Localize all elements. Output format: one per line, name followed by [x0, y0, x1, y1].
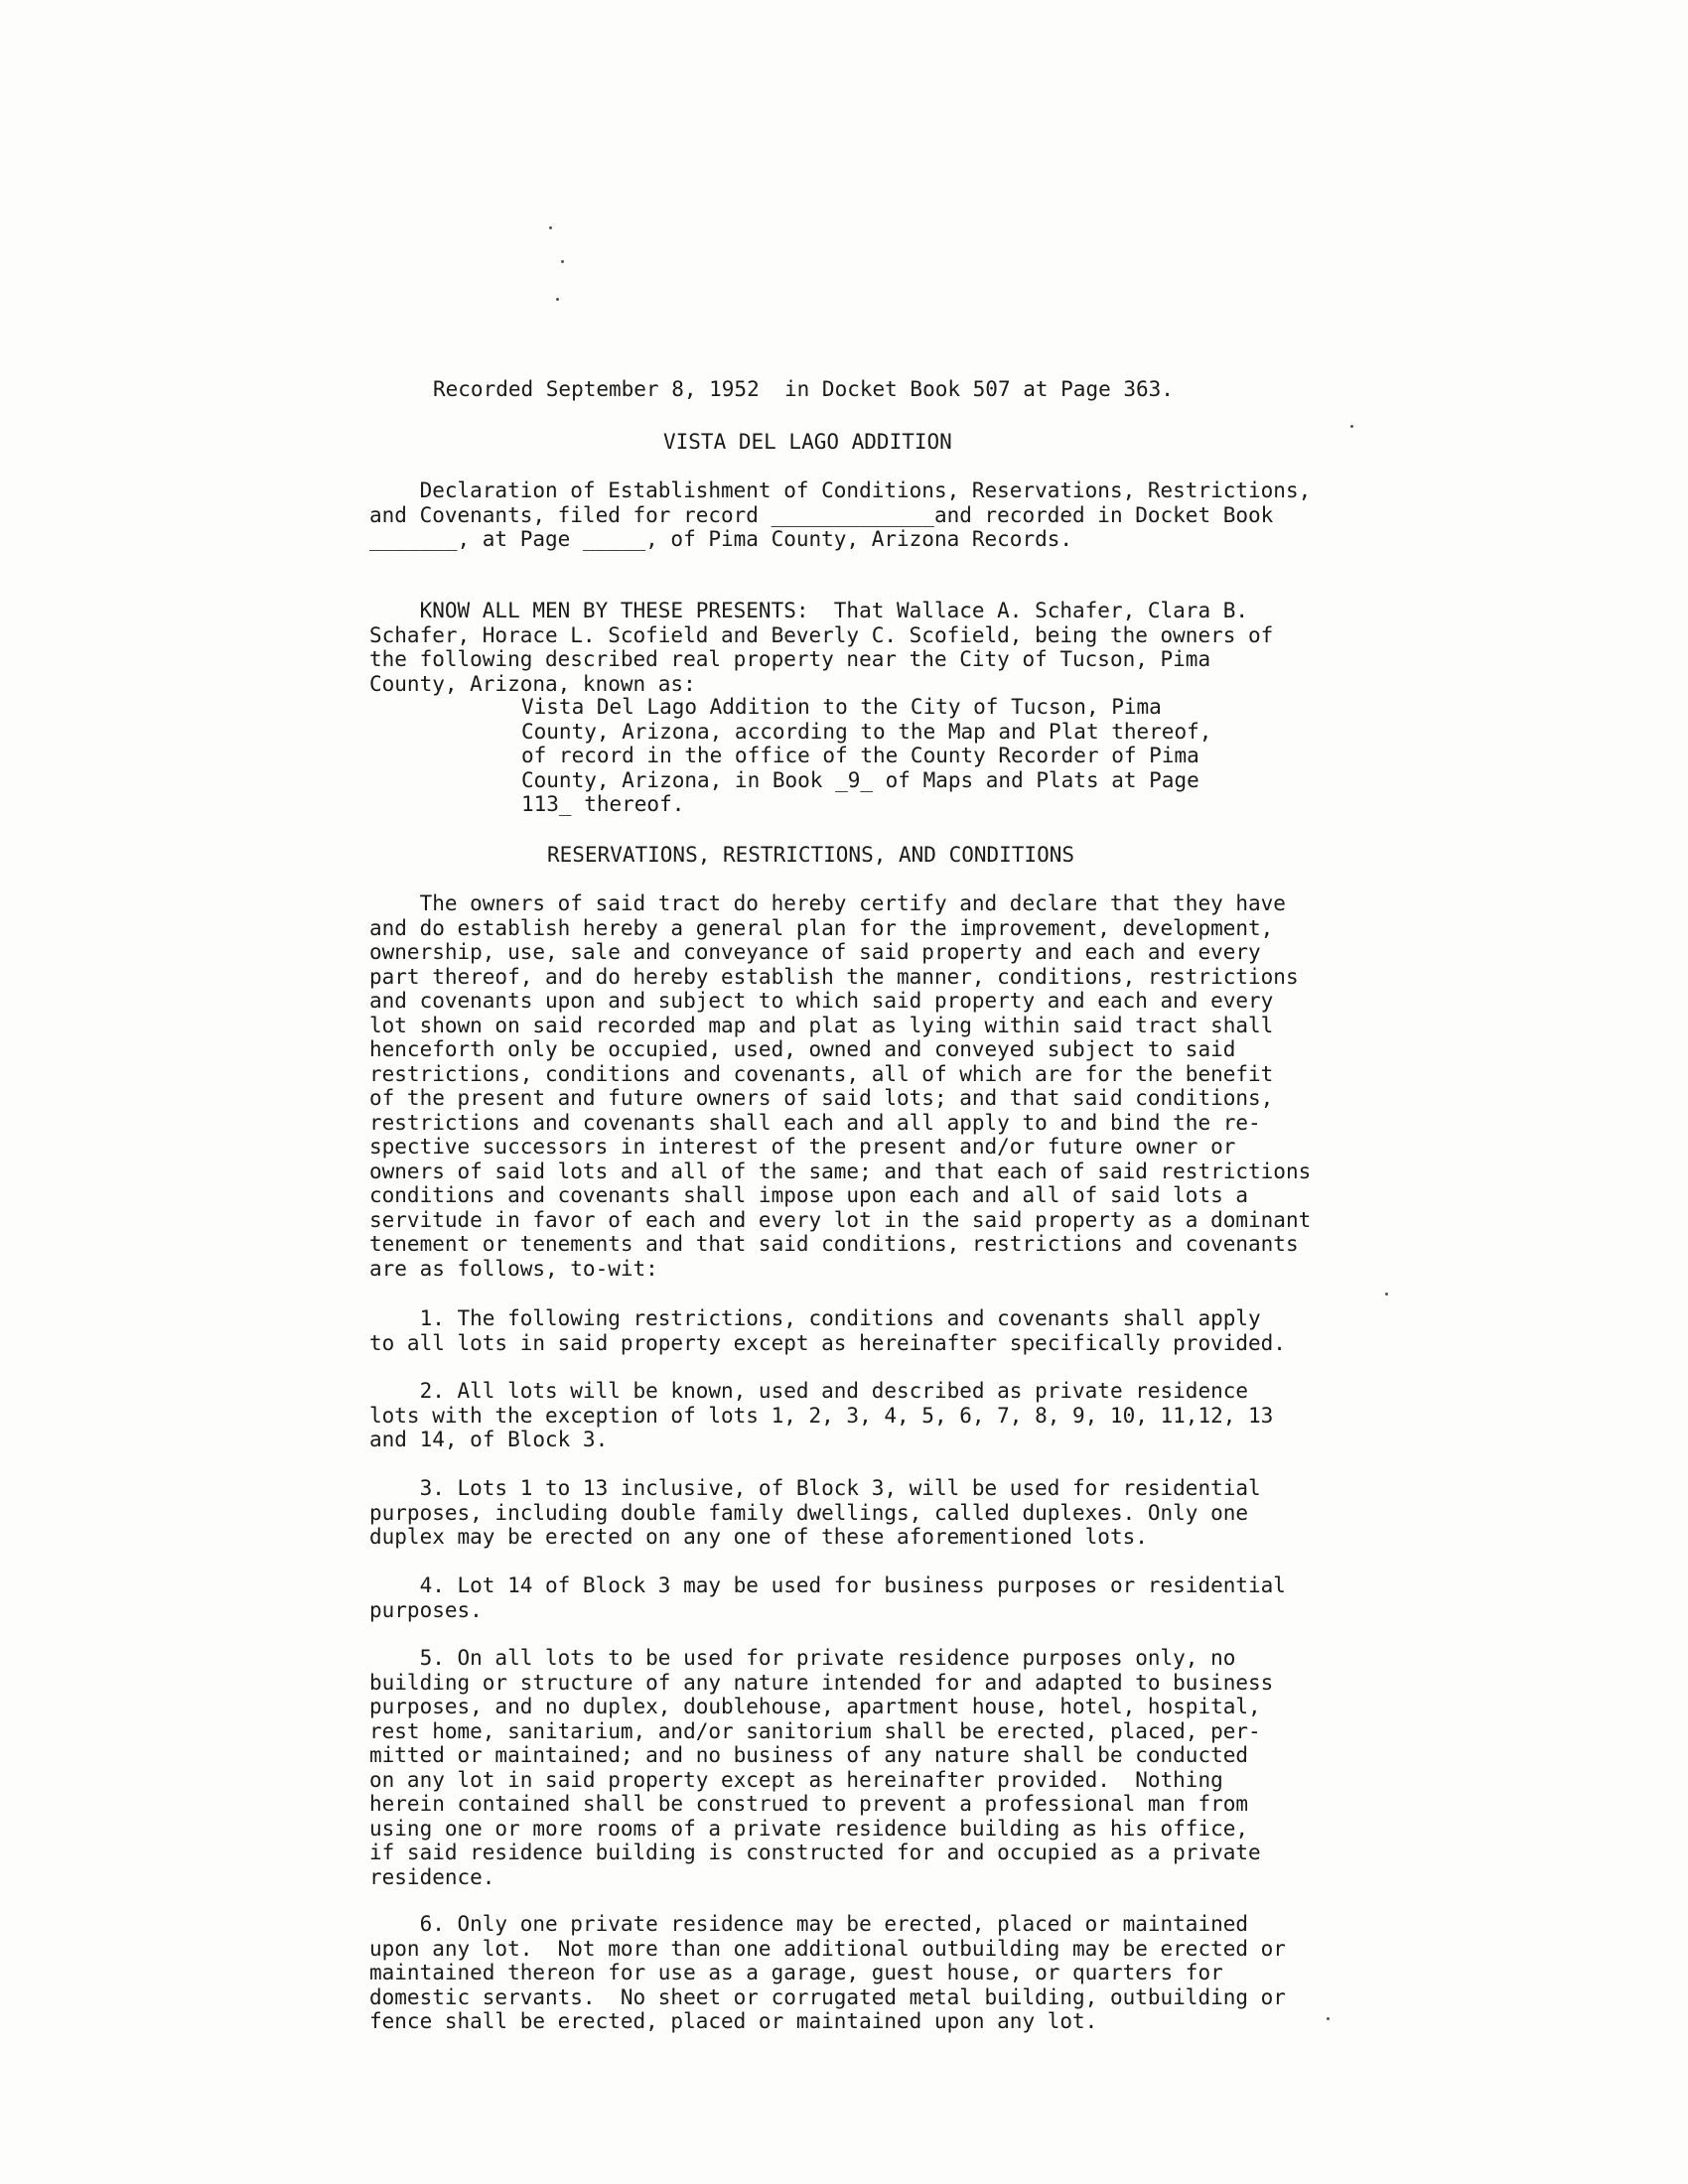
scan-speck [561, 260, 564, 263]
restriction-item-4: 4. Lot 14 of Block 3 may be used for business purposes or residential purposes. [369, 1573, 1286, 1622]
section-heading: RESERVATIONS, RESTRICTIONS, AND CONDITIONS [547, 843, 1075, 867]
recording-notice: Recorded September 8, 1952 in Docket Book 507 at Page 363. [433, 377, 1174, 401]
know-all-men-paragraph: KNOW ALL MEN BY THESE PRESENTS: That Wallace A. Schafer, Clara B. Schafer, Horace L. Scofield and Beverly C. Scofield, being the owners of the following described real property near the City of Tucson, Pima County, Arizona, known as: [369, 599, 1274, 696]
scan-speck [1350, 425, 1353, 428]
scan-speck [549, 226, 552, 229]
restriction-item-1: 1. The following restrictions, conditions and covenants shall apply to all lots in said property except as hereinafter specifically provided. [369, 1306, 1286, 1355]
restriction-item-3: 3. Lots 1 to 13 inclusive, of Block 3, will be used for residential purposes, including double family dwellings, called duplexes. Only one duplex may be erected on any one of these aforementioned lots. [369, 1476, 1261, 1549]
preamble-paragraph: The owners of said tract do hereby certify and declare that they have and do establish hereby a general plan for the improvement, development, ownership, use, sale and conveyance of said property and each and every part thereof, and do hereby establish the manner, conditions, restrictions and covenants upon and subject to which said property and each and every lot shown on said recorded map and plat as lying within said tract shall henceforth only be occupied, used, owned and conveyed subject to said restrictions, conditions and covenants, all of which are for the benefit of the present and future owners of said lots; and that said conditions, restrictions and covenants shall each and all apply to and bind the re- spective successors in interest of the present and/or future owner or owners of said lots and all of the same; and that each of said restrictions conditions and covenants shall impose upon each and all of said lots a servitude in favor of each and every lot in the said property as a dominant tenement or tenements and that said conditions, restrictions and covenants are as follows, to-wit: [369, 891, 1312, 1281]
document-title: VISTA DEL LAGO ADDITION [663, 430, 952, 454]
declaration-paragraph: Declaration of Establishment of Conditions, Reservations, Restrictions, and Covenants, filed for record _____________and recorded in Docket Book _______, at Page _____, of Pima County, Arizona Records. [369, 478, 1312, 551]
scan-speck [556, 298, 559, 301]
restriction-item-5: 5. On all lots to be used for private residence purposes only, no building or structure of any nature intended for and adapted to business purposes, and no duplex, doublehouse, apartment house, hotel, hospital, rest home, sanitarium, and/or sanitorium shall be erected, placed, per- mitted or maintained; and no business of any nature shall be conducted on any lot in said property except as hereinafter provided. Nothing herein contained shall be construed to prevent a professional man from using one or more rooms of a private residence building as his office, if said residence building is constructed for and occupied as a private residence. [369, 1646, 1274, 1889]
restriction-item-2: 2. All lots will be known, used and described as private residence lots with the exception of lots 1, 2, 3, 4, 5, 6, 7, 8, 9, 10, 11,12, 13 and 14, of Block 3. [369, 1379, 1274, 1451]
legal-description: Vista Del Lago Addition to the City of Tucson, Pima County, Arizona, according to the Map and Plat thereof, of record in the office of the County Recorder of Pima County, Arizona, in Book _9_ of Maps and Plats at Page 113_ thereof. [521, 695, 1212, 816]
scan-speck [1327, 2017, 1330, 2020]
scan-speck [1385, 1293, 1388, 1296]
restriction-item-6: 6. Only one private residence may be erected, placed or maintained upon any lot. Not more than one additional outbuilding may be erected or maintained thereon for use as a garage, guest house, or quarters for domestic servants. No sheet or corrugated metal building, outbuilding or fence shall be erected, placed or maintained upon any lot. [369, 1912, 1286, 2033]
